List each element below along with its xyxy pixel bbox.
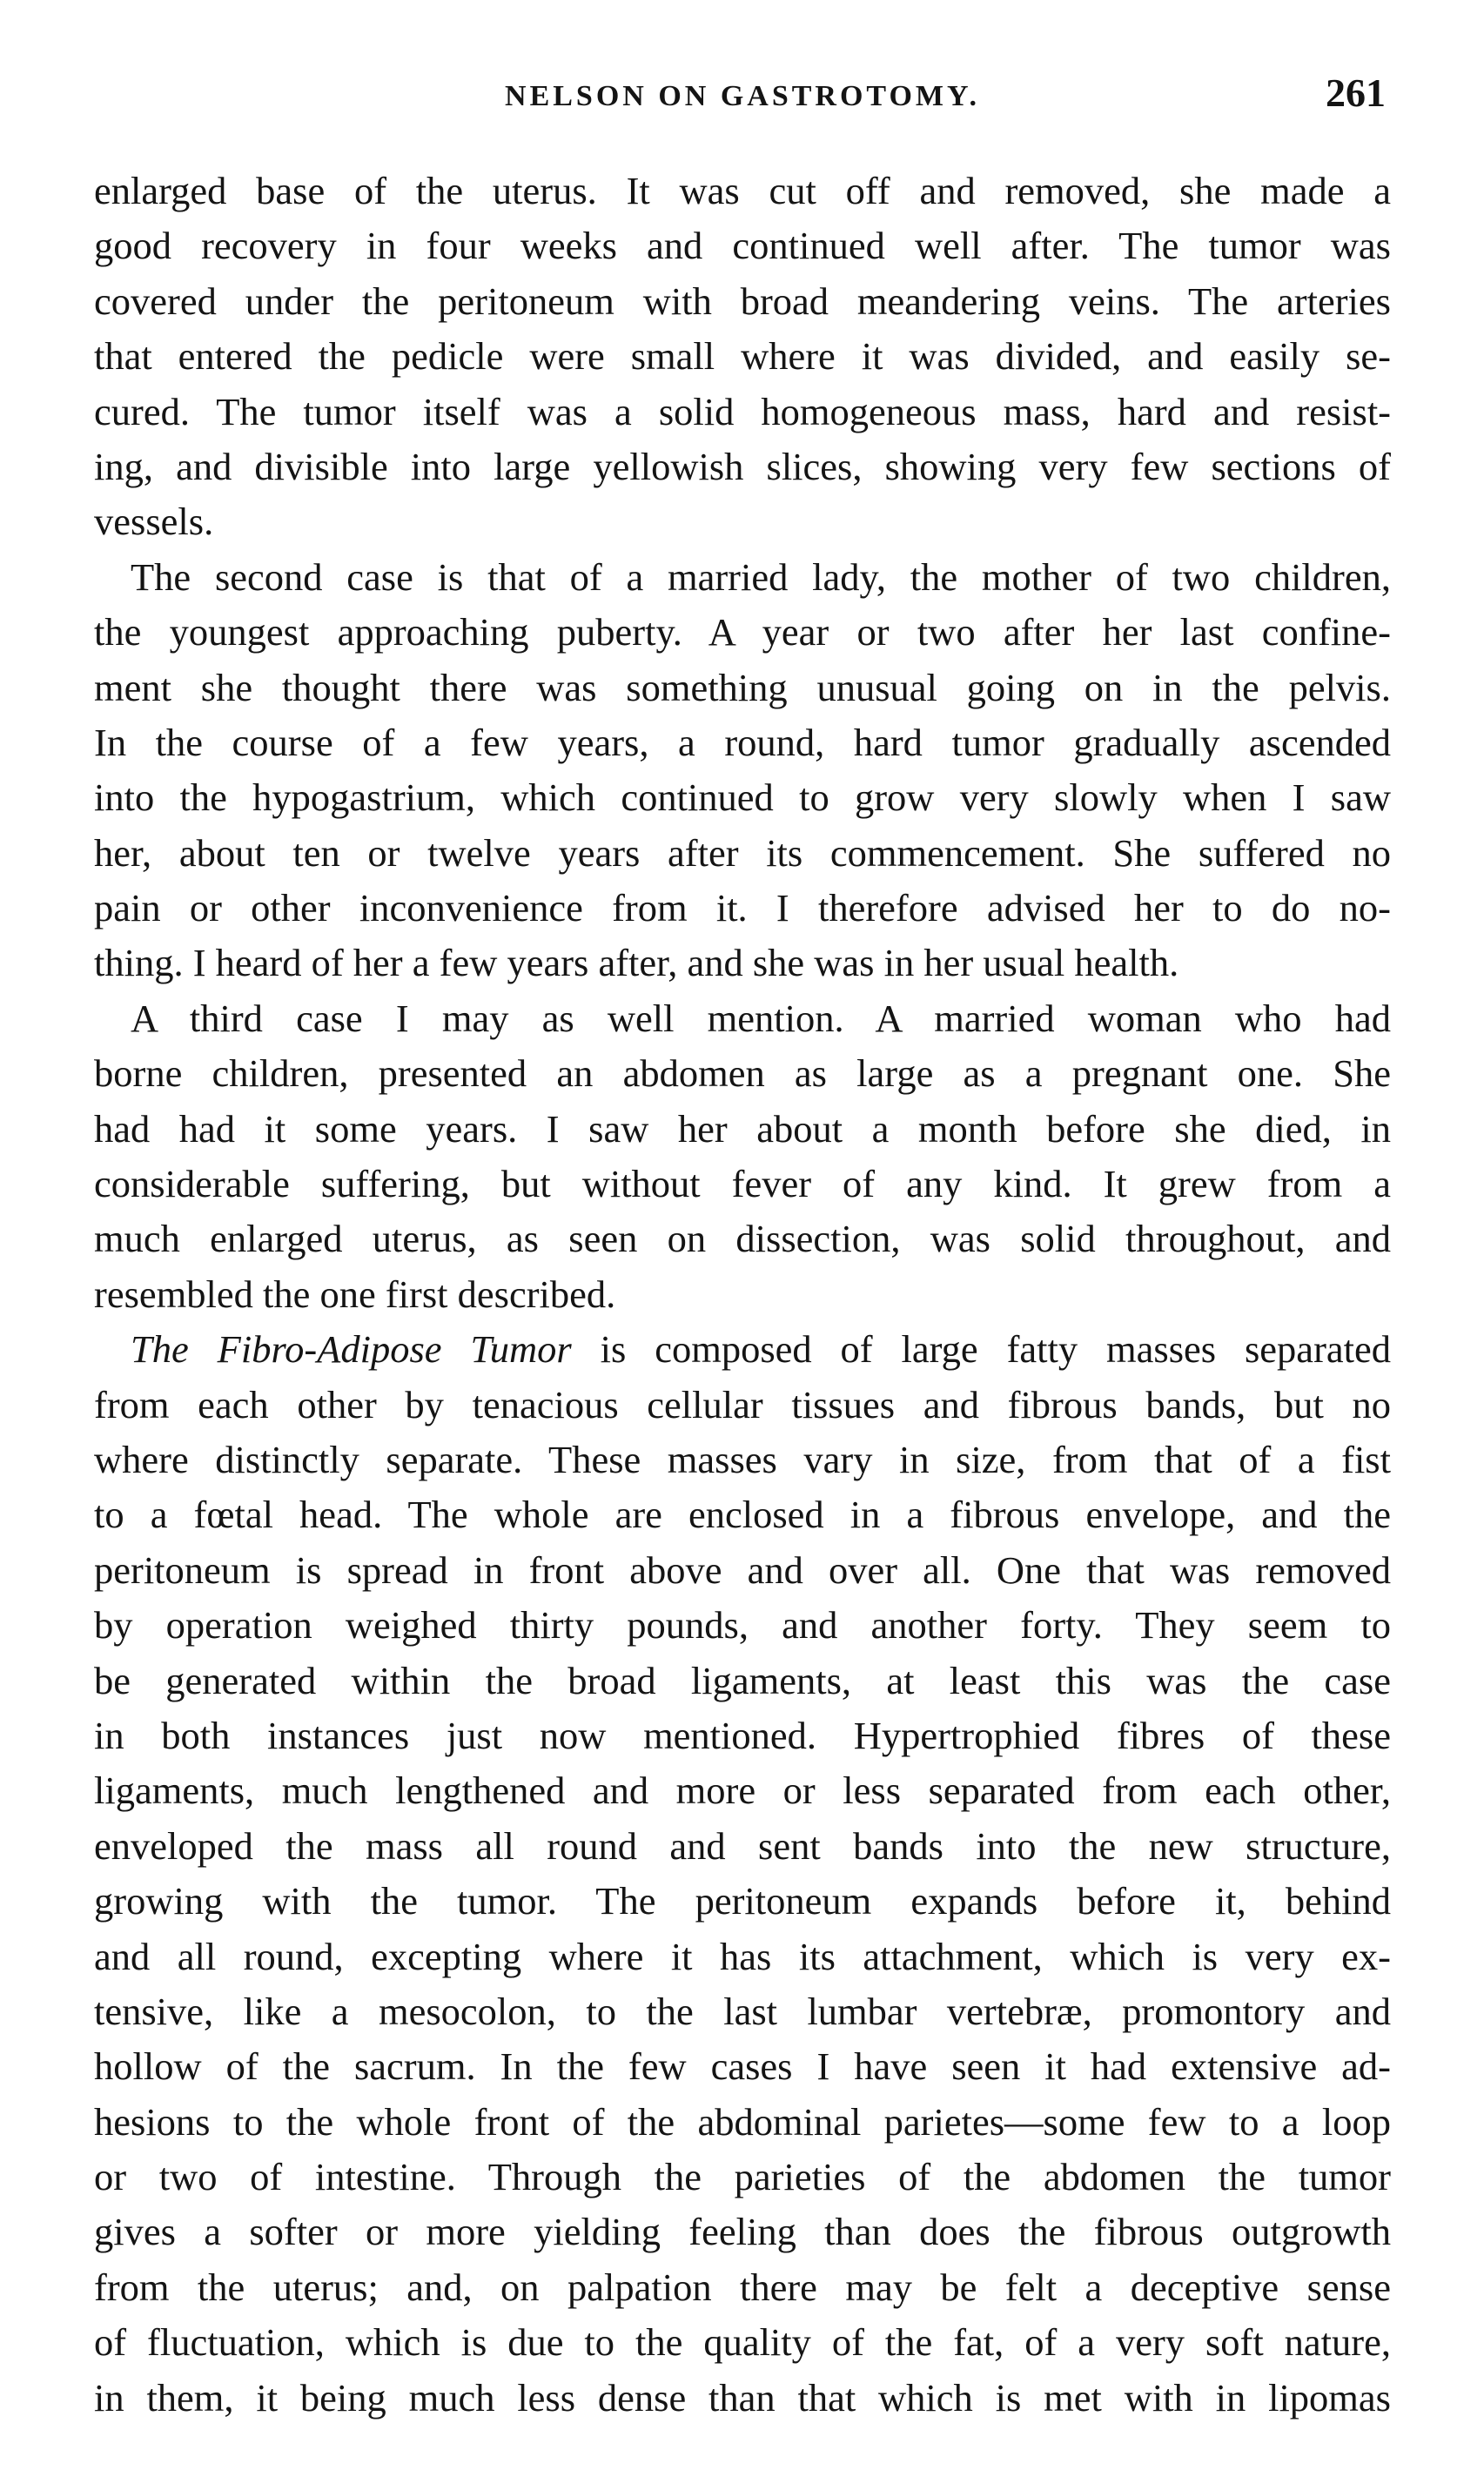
- text-line: [94, 2371, 1391, 2426]
- line-text: from each other by tenacious cellular tissues and fibrous bands, but no: [94, 1382, 1391, 1426]
- text-line: [94, 2039, 1391, 2094]
- text-line: [94, 715, 1391, 770]
- text-line: [94, 1102, 1391, 1157]
- line-text: enveloped the mass all round and sent bands into the new structure,: [94, 1823, 1391, 1868]
- running-head: [94, 68, 1391, 129]
- text-line: [94, 991, 1391, 1046]
- line-text: in both instances just now mentioned. Hypertrophied fibres of these: [94, 1713, 1391, 1757]
- text-line: [94, 2205, 1391, 2259]
- text-line: [94, 1598, 1391, 1653]
- line-text: is composed of large fatty masses separated: [571, 1327, 1391, 1372]
- line-text: where distinctly separate. These masses vary in size, from that of a fist: [94, 1437, 1391, 1481]
- text-line: [94, 1212, 1391, 1266]
- text-line: [94, 550, 1391, 605]
- text-line: [94, 1543, 1391, 1598]
- line-text: growing with the tumor. The peritoneum expands before it, behind: [94, 1879, 1391, 1923]
- text-line: [94, 2315, 1391, 2370]
- line-text: had had it some years. I saw her about a month before she died, in: [94, 1106, 1391, 1151]
- line-text: by operation weighed thirty pounds, and another forty. They seem to: [94, 1603, 1391, 1648]
- text-line: [94, 605, 1391, 660]
- line-text: considerable suffering, but without fever of any kind. It grew from a: [94, 1162, 1391, 1206]
- line-text: cured. The tumor itself was a solid homogeneous mass, hard and resist-: [94, 389, 1391, 433]
- line-text: vessels.: [94, 500, 214, 544]
- line-text: to a fœtal head. The whole are enclosed in a fibrous envelope, and the: [94, 1493, 1391, 1537]
- line-text: resembled the one first described.: [94, 1272, 616, 1316]
- text-line: [94, 1819, 1391, 1874]
- page-number: 261: [1326, 70, 1386, 115]
- text-line: [94, 1487, 1391, 1542]
- body-text: [94, 164, 1391, 2426]
- text-line: [94, 2095, 1391, 2150]
- text-line: [94, 1267, 1391, 1322]
- text-line: [94, 1930, 1391, 1984]
- text-line: [94, 440, 1391, 494]
- line-text: ing, and divisible into large yellowish slices, showing very few sections of: [94, 444, 1391, 488]
- text-line: [94, 385, 1391, 440]
- text-line: [94, 2260, 1391, 2315]
- line-text: enlarged base of the uterus. It was cut off and removed, she made a: [94, 169, 1391, 212]
- line-text: peritoneum is spread in front above and over all. One that was removed: [94, 1547, 1391, 1592]
- text-line: [94, 1433, 1391, 1487]
- text-line: [94, 1654, 1391, 1708]
- text-line: [94, 2150, 1391, 2205]
- line-text: borne children, presented an abdomen as large as a pregnant one. She: [94, 1051, 1391, 1096]
- line-text: hesions to the whole front of the abdominal parietes—some few to a loop: [94, 2099, 1391, 2144]
- text-line: [94, 1322, 1391, 1377]
- text-line: [94, 494, 1391, 549]
- line-text: of fluctuation, which is due to the quality of the fat, of a very soft nature,: [94, 2320, 1391, 2365]
- line-text: A third case I may as well mention. A married woman who had: [131, 996, 1391, 1040]
- line-text: good recovery in four weeks and continued well after. The tumor was: [94, 224, 1391, 268]
- line-text: much enlarged uterus, as seen on dissection, was solid throughout, and: [94, 1217, 1391, 1261]
- text-line: [94, 1378, 1391, 1433]
- line-text: pain or other inconvenience from it. I therefore advised her to do no-: [94, 886, 1391, 930]
- line-text: the youngest approaching puberty. A year or two after her last confine-: [94, 610, 1391, 654]
- line-text: gives a softer or more yielding feeling than does the fibrous outgrowth: [94, 2210, 1391, 2254]
- text-line: [94, 1763, 1391, 1818]
- line-text: into the hypogastrium, which continued to grow very slowly when I saw: [94, 775, 1391, 820]
- line-text: from the uterus; and, on palpation there may be felt a deceptive sense: [94, 2265, 1391, 2309]
- line-text: or two of intestine. Through the parieties of the abdomen the tumor: [94, 2155, 1391, 2199]
- line-text: In the course of a few years, a round, hard tumor gradually ascended: [94, 720, 1391, 764]
- line-text: ment she thought there was something unusual going on in the pelvis.: [94, 665, 1391, 709]
- text-line: [94, 661, 1391, 715]
- text-line: [94, 1708, 1391, 1763]
- line-text: hollow of the sacrum. In the few cases I have seen it had extensive ad-: [94, 2044, 1391, 2089]
- text-line: [94, 218, 1391, 273]
- italic-heading: The Fibro-Adipose Tumor: [131, 1327, 572, 1372]
- line-text: that entered the pedicle were small where it was divided, and easily se-: [94, 334, 1391, 379]
- text-line: [94, 1157, 1391, 1212]
- text-line: [94, 826, 1391, 881]
- running-title: NELSON ON GASTROTOMY.: [505, 80, 980, 112]
- book-page: [94, 68, 1391, 2426]
- text-line: [94, 1984, 1391, 2039]
- text-line: [94, 770, 1391, 825]
- text-line: [94, 881, 1391, 936]
- line-text: and all round, excepting where it has its attachment, which is very ex-: [94, 1934, 1391, 1978]
- text-line: [94, 274, 1391, 329]
- line-text: thing. I heard of her a few years after, and she was in her usual health.: [94, 941, 1179, 985]
- line-text: her, about ten or twelve years after its commencement. She suffered no: [94, 830, 1391, 875]
- text-line: [94, 936, 1391, 990]
- text-line: [94, 1046, 1391, 1101]
- line-text: covered under the peritoneum with broad meandering veins. The arteries: [94, 279, 1391, 323]
- line-text: be generated within the broad ligaments, at least this was the case: [94, 1658, 1391, 1702]
- line-text: tensive, like a mesocolon, to the last lumbar vertebræ, promontory and: [94, 1989, 1391, 2033]
- text-line: [94, 329, 1391, 384]
- text-line: [94, 164, 1391, 218]
- line-text: ligaments, much lengthened and more or less separated from each other,: [94, 1769, 1391, 1813]
- line-text: The second case is that of a married lady, the mother of two children,: [131, 554, 1391, 599]
- line-text: in them, it being much less dense than that which is met with in lipomas: [94, 2375, 1391, 2420]
- text-line: [94, 1874, 1391, 1929]
